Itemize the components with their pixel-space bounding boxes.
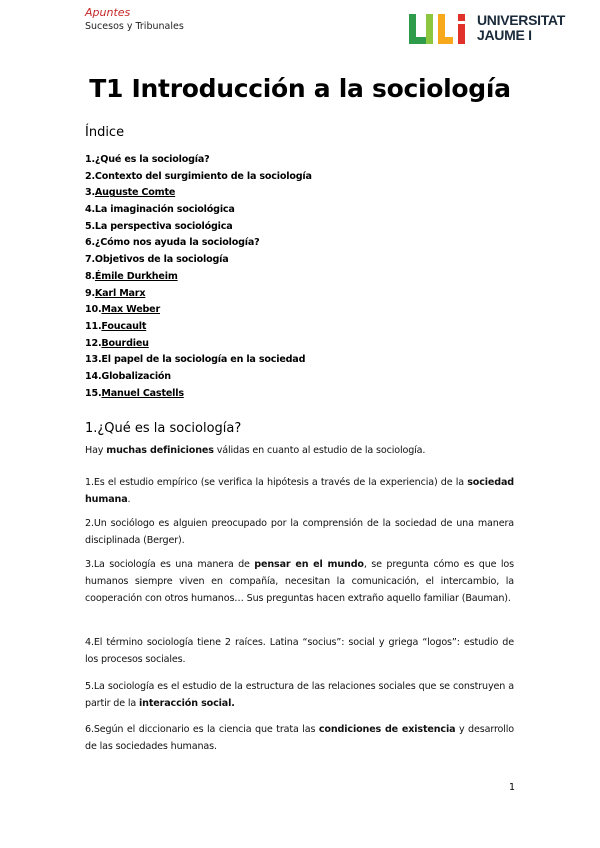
university-logo [409,12,574,46]
header-course: Sucesos y Tribunales [85,21,184,32]
toc-item-number: 15. [85,387,102,399]
definition-paragraph-5 [85,678,514,712]
text-run: Hay [85,445,107,456]
page-number: 1 [509,782,516,793]
toc-item-label: Objetivos de la sociología [94,254,229,266]
bold-text: condiciones de existencia [318,724,456,735]
toc-item-number: 11. [85,320,102,332]
toc-item-number: 7. [85,254,95,266]
toc-item-number: 9. [85,287,95,299]
text-run: 1.Es el estudio empírico (se verifica la hipótesis a través de la experiencia) de la [85,477,468,488]
logo-line-2: JAUME I [477,27,532,43]
toc-item-number: 3. [85,187,95,199]
toc-item-link[interactable]: Auguste Comte [94,187,176,199]
logo-line-1: UNIVERSITAT [477,12,565,28]
toc-item[interactable] [85,336,312,353]
toc-item[interactable] [85,152,312,169]
toc-item-link[interactable]: Bourdieu [101,337,149,349]
toc-item-label: Globalización [101,370,171,382]
page-header [85,6,184,34]
text-run: válidas en cuanto al estudio de la sociología. [213,445,426,456]
toc-item[interactable] [85,269,312,286]
definition-paragraph-3 [85,556,514,607]
toc-item-label: Contexto del surgimiento de la sociología [94,170,312,182]
toc-item-label: El papel de la sociología en la sociedad [101,354,306,366]
toc-item[interactable] [85,286,312,303]
definition-paragraph-2: 2.Un sociólogo es alguien preocupado por la comprensión de la sociedad de una manera disciplinada (Berger). [85,518,514,546]
logo-wordmark [477,13,565,43]
toc-item[interactable] [85,319,312,336]
index-heading: Índice [85,125,125,140]
toc-item-number: 13. [85,354,102,366]
text-run: 3.La sociología es una manera de [85,559,255,570]
toc-item[interactable] [85,302,312,319]
intro-paragraph [85,442,514,459]
page-title: T1 Introducción a la sociología [89,74,511,103]
toc-item-number: 12. [85,337,102,349]
toc-item-number: 2. [85,170,95,182]
toc-item-number: 6. [85,237,95,249]
uji-logo-mark [409,14,473,44]
bold-text: interacción social. [139,698,235,709]
definition-paragraph-1 [85,474,514,508]
toc-item[interactable] [85,169,312,186]
toc-item-number: 10. [85,304,102,316]
toc-item-link[interactable]: Émile Durkheim [94,270,178,282]
toc-item[interactable] [85,235,312,252]
text-run: y desarrollo de las sociedades humanas. [85,724,515,752]
toc-item[interactable] [85,386,312,403]
text-run: . [127,494,131,505]
toc-item-link[interactable]: Max Weber [101,304,161,316]
toc-item[interactable] [85,352,312,369]
toc-item-link[interactable]: Foucault [101,320,147,332]
bold-text: sociedad humana [85,477,514,505]
table-of-contents [85,152,312,402]
toc-item-number: 5. [85,220,95,232]
bold-text: muchas definiciones [106,445,214,456]
toc-item-number: 1. [85,154,95,165]
text-run: 5.La sociología es el estudio de la estructura de las relaciones sociales que se construyen a partir de la [85,681,514,709]
bold-text: pensar en el mundo [254,559,364,570]
section-heading: 1.¿Qué es la sociología? [85,421,242,436]
toc-item-link[interactable]: Manuel Castells [101,387,184,399]
toc-item-label: ¿Qué es la sociología? [94,154,210,165]
toc-item-number: 8. [85,270,95,282]
toc-item[interactable] [85,185,312,202]
toc-item-label: La perspectiva sociológica [94,220,233,232]
definition-paragraph-6 [85,721,514,755]
text-run: , se pregunta cómo es que los humanos siempre viven en compañía, necesitan la comunicación, el intercambio, la cooperación con otros humanos… Sus preguntas hacen extraño aquello familiar (Bauman). [85,559,514,604]
toc-item[interactable] [85,252,312,269]
toc-item-link[interactable]: Karl Marx [94,287,146,299]
toc-item[interactable] [85,219,312,236]
toc-item[interactable] [85,369,312,386]
toc-item-number: 14. [85,370,102,382]
definition-paragraph-4: 4.El término sociología tiene 2 raíces. Latina “socius”: social y griega “logos”: estudio de los procesos sociales. [85,637,514,665]
header-apuntes: Apuntes [85,6,131,19]
text-run: 6.Según el diccionario es la ciencia que trata las [85,724,319,735]
toc-item-label: ¿Cómo nos ayuda la sociología? [94,237,260,249]
toc-item-label: La imaginación sociológica [94,204,235,216]
toc-item-number: 4. [85,204,95,216]
toc-item[interactable] [85,202,312,219]
